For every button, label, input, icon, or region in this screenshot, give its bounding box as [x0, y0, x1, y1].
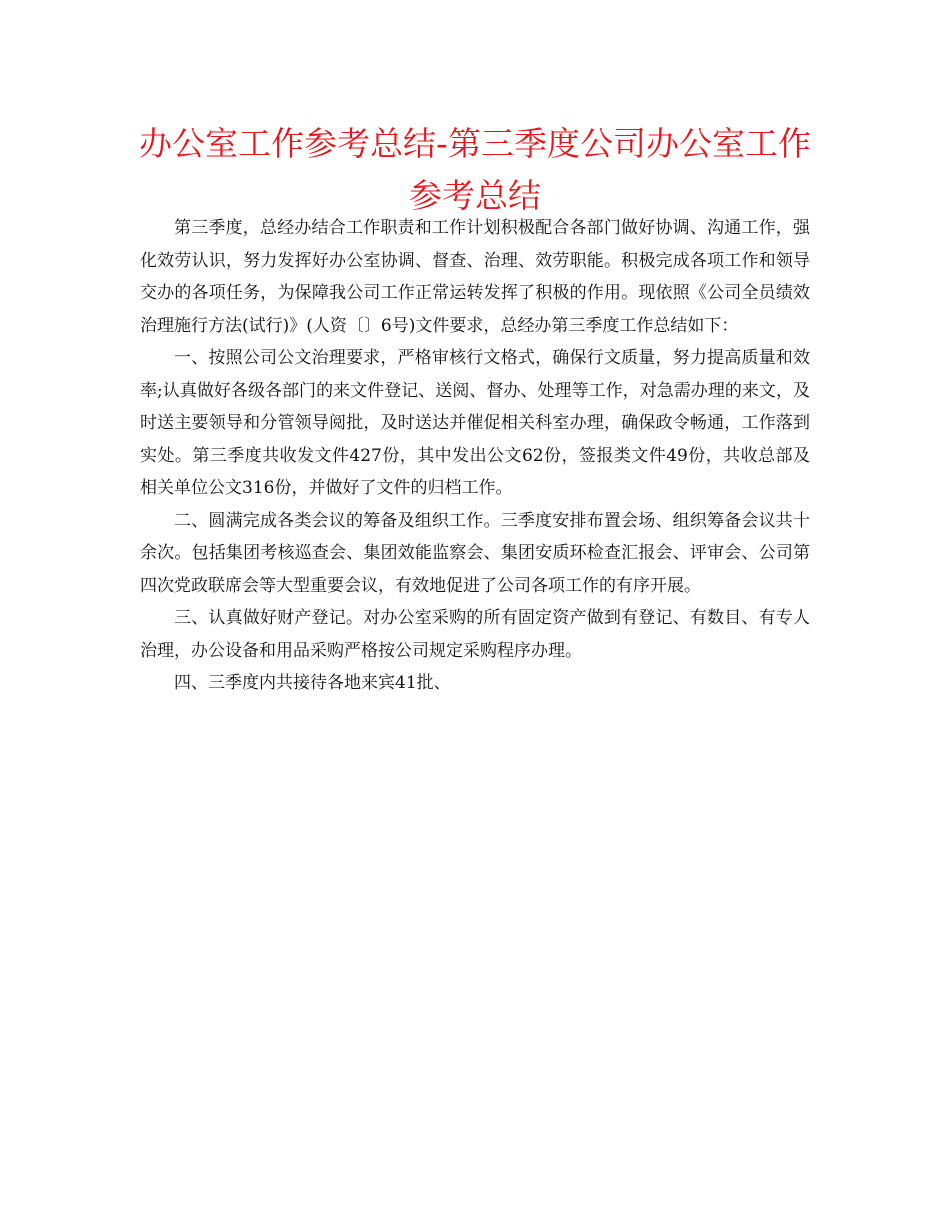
paragraph-item-3: 三、认真做好财产登记。对办公室采购的所有固定资产做到有登记、有数目、有专人治理，办公设备和用品采购严格按公司规定采购程序办理。: [140, 608, 810, 661]
paragraph-intro: 第三季度，总经办结合工作职责和工作计划积极配合各部门做好协调、沟通工作，强化效劳认识，努力发挥好办公室协调、督查、治理、效劳职能。积极完成各项工作和领导交办的各项任务，为保障我公司工作正常运转发挥了积极的作用。现依照《公司全员绩效治理施行方法(试行)》(人资〔〕6号)文件要求，总经办第三季度工作总结如下：: [140, 218, 810, 336]
document-body: [140, 212, 810, 700]
paragraph-item-2: 二、圆满完成各类会议的筹备及组织工作。三季度安排布置会场、组织筹备会议共十余次。包括集团考核巡查会、集团效能监察会、集团安质环检查汇报会、评审会、公司第四次党政联席会等大型重要会议，有效地促进了公司各项工作的有序开展。: [140, 510, 810, 596]
paragraph-item-1: 一、按照公司公文治理要求，严格审核行文格式，确保行文质量，努力提高质量和效率;认真做好各级各部门的来文件登记、送阅、督办、处理等工作，对急需办理的来文，及时送主要领导和分管领导阅批，及时送达并催促相关科室办理，确保政令畅通，工作落到实处。第三季度共收发文件427份，其中发出公文62份，签报类文件49份，共收总部及相关单位公文316份，并做好了文件的归档工作。: [140, 348, 810, 498]
document-title: 办公室工作参考总结-第三季度公司办公室工作参考总结: [139, 124, 811, 215]
paragraph-item-4: 四、三季度内共接待各地来宾41批、: [174, 673, 451, 693]
